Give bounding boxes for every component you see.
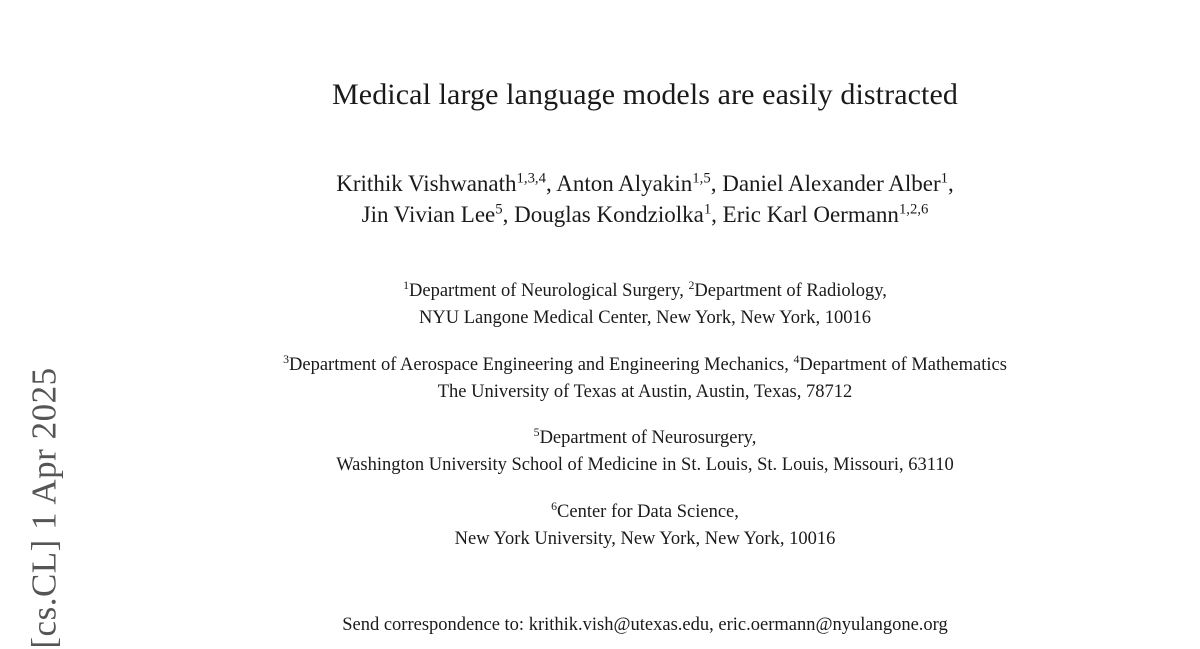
author-name: Krithik Vishwanath (336, 171, 517, 196)
affiliation-block (160, 278, 1130, 332)
author-line-2: Jin Vivian Lee$^5$, Douglas Kondziolka$^1$, Eric Karl Oermann$^{1,2,6}$ (361, 201, 929, 228)
author-affiliation-marker: 1 (703, 201, 712, 218)
arxiv-identifier-stamp (0, 0, 90, 648)
affiliation-line: $^6$Center for Data Science, (551, 498, 739, 522)
author-name: Douglas Kondziolka (514, 202, 704, 228)
author-line-1: Krithik Vishwanath$^{1,3,4}$, Anton Alyakin$^{1,5}$, Daniel Alexander Alber$^1$, (336, 170, 954, 196)
affiliation-line: $^1$Department of Neurological Surgery, $^2$Department of Radiology, (403, 277, 887, 302)
affiliation-block (160, 425, 1130, 479)
affiliation-block (160, 352, 1130, 406)
affiliation-list (160, 278, 1130, 553)
author-affiliation-marker: 1,5 (692, 170, 711, 187)
page-title: Medical large language models are easily distracted (332, 78, 958, 111)
author-affiliation-marker: 1 (940, 170, 948, 187)
affiliation-block (160, 499, 1130, 553)
affiliation-line: NYU Langone Medical Center, New York, New York, 10016 (419, 307, 871, 328)
affiliation-marker: 2 (688, 277, 695, 292)
author-affiliation-marker: 1,2,6 (898, 201, 929, 218)
author-name: Anton Alyakin (556, 171, 693, 196)
affiliation-line: $^3$Department of Aerospace Engineering and Engineering Mechanics, $^4$Department of Mathematics (283, 351, 1007, 375)
affiliation-line: The University of Texas at Austin, Austin, Texas, 78712 (437, 381, 853, 402)
affiliation-line: New York University, New York, New York, 10016 (454, 528, 836, 549)
author-affiliation-marker: 5 (495, 201, 503, 218)
author-affiliation-marker: 1,3,4 (516, 170, 546, 187)
affiliation-marker: 6 (551, 498, 558, 513)
arxiv-identifier-text: [cs.CL] 1 Apr 2025 (25, 367, 65, 649)
author-list (160, 168, 1130, 230)
affiliation-marker: 3 (283, 351, 289, 366)
affiliation-marker: 4 (793, 351, 800, 366)
affiliation-marker: 5 (533, 425, 540, 440)
affiliation-line: $^5$Department of Neurosurgery, (533, 425, 757, 449)
author-name: Jin Vivian Lee (361, 202, 496, 228)
paper-front-page (90, 0, 1200, 648)
correspondence-note: Send correspondence to: krithik.vish@utexas.edu, eric.oermann@nyulangone.org (342, 614, 948, 635)
affiliation-line: Washington University School of Medicine in St. Louis, St. Louis, Missouri, 63110 (336, 455, 954, 476)
affiliation-marker: 1 (403, 277, 409, 292)
author-name: Eric Karl Oermann (722, 202, 899, 228)
author-name: Daniel Alexander Alber (722, 171, 941, 196)
